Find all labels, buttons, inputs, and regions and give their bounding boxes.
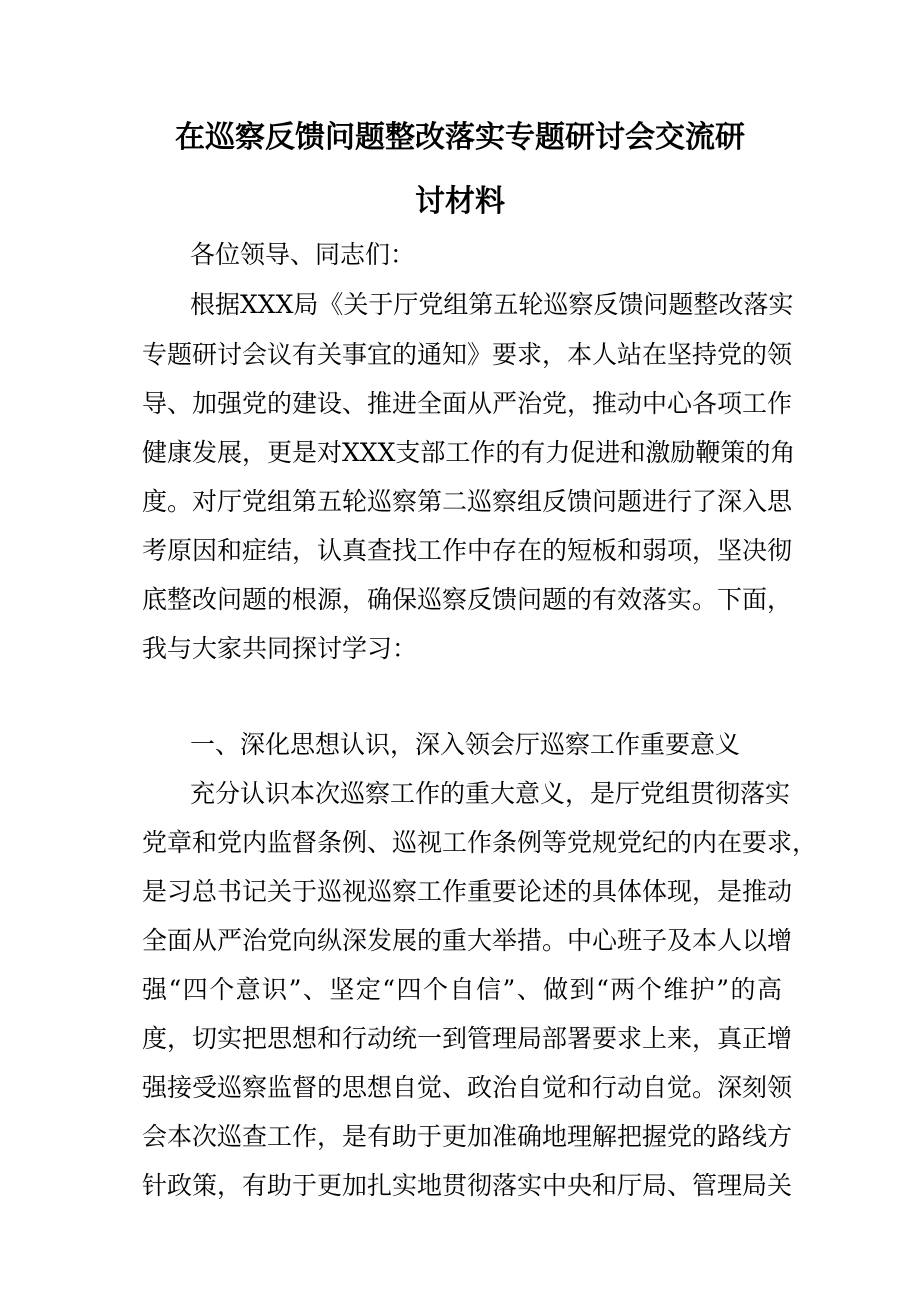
section-1-heading: 一、深化思想认识，深入领会厅巡察工作重要意义	[190, 730, 741, 759]
document-title-line-2: 讨材料	[415, 184, 505, 219]
document-title-line-1: 在巡察反馈问题整改落实专题研讨会交流研	[175, 120, 745, 155]
greeting: 各位领导、同志们：	[190, 240, 416, 269]
paragraph-2-line: 全面从严治党向纵深发展的重大举措。中心班子及本人以增	[142, 926, 793, 955]
paragraph-1-line: 专题研讨会议有关事宜的通知》要求，本人站在坚持党的领	[142, 340, 793, 369]
paragraph-1-line: 考原因和症结，认真查找工作中存在的短板和弱项，坚决彻	[142, 536, 793, 565]
paragraph-1-line: 健康发展，更是对XXX支部工作的有力促进和激励鞭策的角	[142, 438, 796, 467]
paragraph-1-line: 度。对厅党组第五轮巡察第二巡察组反馈问题进行了深入思	[142, 487, 793, 516]
paragraph-2-line: 党章和党内监督条例、巡视工作条例等党规党纪的内在要求，	[142, 828, 818, 857]
paragraph-2-line: 是习总书记关于巡视巡察工作重要论述的具体体现，是推动	[142, 877, 793, 906]
paragraph-2-line: 强接受巡察监督的思想自觉、政治自觉和行动自觉。深刻领	[142, 1073, 793, 1102]
paragraph-1-line: 导、加强党的建设、推进全面从严治党，推动中心各项工作	[142, 389, 793, 418]
paragraph-2-line: 会本次巡查工作，是有助于更加准确地理解把握党的路线方	[142, 1122, 793, 1151]
paragraph-1-line: 底整改问题的根源，确保巡察反馈问题的有效落实。下面，	[142, 585, 793, 614]
paragraph-2-line: 度，切实把思想和行动统一到管理局部署要求上来，真正增	[142, 1024, 793, 1053]
paragraph-2-line: 针政策，有助于更加扎实地贯彻落实中央和厅局、管理局关	[142, 1171, 793, 1200]
paragraph-2-line: 强“四个意识”、坚定“四个自信”、做到“两个维护”的高	[142, 975, 782, 1004]
paragraph-2-line: 充分认识本次巡察工作的重大意义，是厅党组贯彻落实	[190, 779, 791, 808]
paragraph-1-line: 根据XXX局《关于厅党组第五轮巡察反馈问题整改落实	[190, 290, 794, 319]
paragraph-1-line: 我与大家共同探讨学习：	[142, 634, 418, 663]
